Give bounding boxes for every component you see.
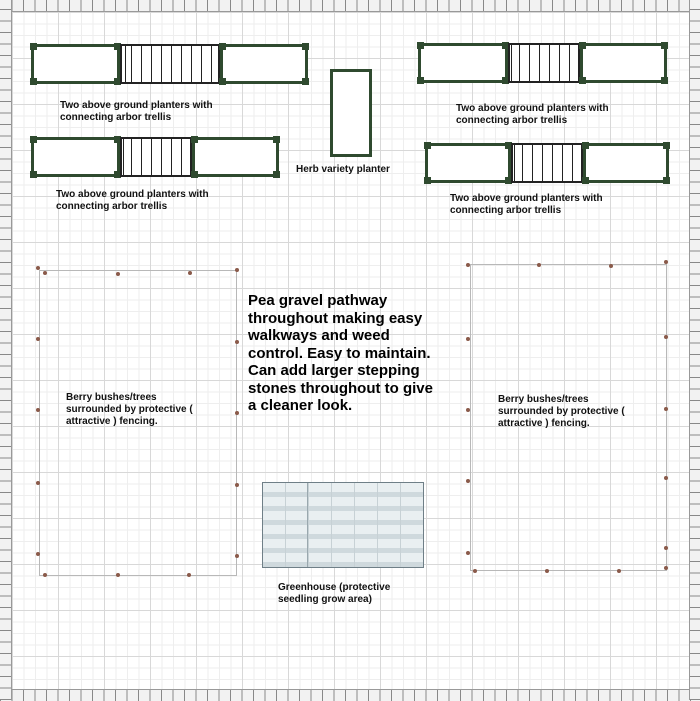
fence-post: [664, 566, 668, 570]
planter-corner-post: [219, 43, 226, 50]
berry-label-left: Berry bushes/trees surrounded by protective ( attractive ) fencing.: [66, 392, 193, 427]
fence-post: [116, 272, 120, 276]
greenhouse-label: Greenhouse (protective seedling grow area): [278, 582, 391, 605]
fence-post: [609, 264, 613, 268]
planter-corner-post: [30, 171, 37, 178]
arbor-trellis[interactable]: [120, 44, 220, 84]
planter-corner-post: [30, 43, 37, 50]
fence-post: [235, 411, 239, 415]
planter-corner-post: [191, 171, 198, 178]
right-ruler: [689, 0, 700, 700]
berry-label-right: Berry bushes/trees surrounded by protective ( attractive ) fencing.: [498, 394, 625, 429]
planter-corner-post: [417, 77, 424, 84]
planter-corner-post: [582, 177, 589, 184]
fence-post: [36, 408, 40, 412]
top-ruler: [0, 0, 700, 12]
fence-post: [617, 569, 621, 573]
fence-post: [537, 263, 541, 267]
arbor-trellis[interactable]: [508, 43, 580, 83]
planter-label: Two above ground planters with connecting arbor trellis: [456, 103, 609, 126]
planter-box[interactable]: [418, 43, 508, 83]
arbor-trellis[interactable]: [120, 137, 192, 177]
planter-corner-post: [579, 77, 586, 84]
planter-box[interactable]: [425, 143, 511, 183]
planter-corner-post: [424, 142, 431, 149]
planter-box[interactable]: [192, 137, 279, 177]
planter-corner-post: [424, 177, 431, 184]
fence-post: [187, 573, 191, 577]
fence-post: [473, 569, 477, 573]
planter-corner-post: [219, 78, 226, 85]
planter-box[interactable]: [31, 137, 120, 177]
fence-post: [36, 337, 40, 341]
planter-corner-post: [661, 77, 668, 84]
planter-corner-post: [30, 136, 37, 143]
planter-corner-post: [302, 43, 309, 50]
fence-post: [545, 569, 549, 573]
fence-post: [664, 260, 668, 264]
planter-corner-post: [579, 42, 586, 49]
fence-post: [43, 271, 47, 275]
arbor-trellis[interactable]: [511, 143, 583, 183]
planter-box[interactable]: [583, 143, 669, 183]
fence-post: [466, 263, 470, 267]
planter-box[interactable]: [31, 44, 120, 84]
fence-post: [36, 552, 40, 556]
planter-corner-post: [30, 78, 37, 85]
left-ruler: [0, 0, 12, 700]
fence-post: [235, 340, 239, 344]
planter-label: Two above ground planters with connecting arbor trellis: [450, 193, 603, 216]
bottom-ruler: [0, 689, 700, 701]
planter-corner-post: [273, 171, 280, 178]
greenhouse[interactable]: [262, 482, 424, 568]
fence-post: [664, 546, 668, 550]
planter-corner-post: [582, 142, 589, 149]
planter-corner-post: [663, 177, 670, 184]
pathway-note: Pea gravel pathway throughout making easy walkways and weed control. Easy to maintain. Can add larger stepping stones throughout to give a cleaner look.: [248, 292, 433, 414]
fence-post: [116, 573, 120, 577]
fence-post: [664, 476, 668, 480]
planter-corner-post: [417, 42, 424, 49]
fence-post: [235, 554, 239, 558]
fence-post: [235, 268, 239, 272]
fence-post: [188, 271, 192, 275]
planter-label: Two above ground planters with connecting arbor trellis: [56, 189, 209, 212]
fence-post: [664, 335, 668, 339]
fence-post: [466, 479, 470, 483]
fence-post: [664, 407, 668, 411]
fence-post: [36, 481, 40, 485]
herb-planter-label: Herb variety planter: [296, 164, 390, 175]
planter-box[interactable]: [220, 44, 308, 84]
planter-corner-post: [191, 136, 198, 143]
herb-planter[interactable]: [330, 69, 372, 157]
planter-corner-post: [273, 136, 280, 143]
planter-box[interactable]: [580, 43, 667, 83]
fence-post: [466, 551, 470, 555]
planter-label: Two above ground planters with connecting arbor trellis: [60, 100, 213, 123]
planter-corner-post: [302, 78, 309, 85]
fence-post: [466, 408, 470, 412]
fence-post: [235, 483, 239, 487]
fence-post: [43, 573, 47, 577]
planter-corner-post: [661, 42, 668, 49]
planter-corner-post: [663, 142, 670, 149]
fence-post: [466, 337, 470, 341]
fence-post: [36, 266, 40, 270]
